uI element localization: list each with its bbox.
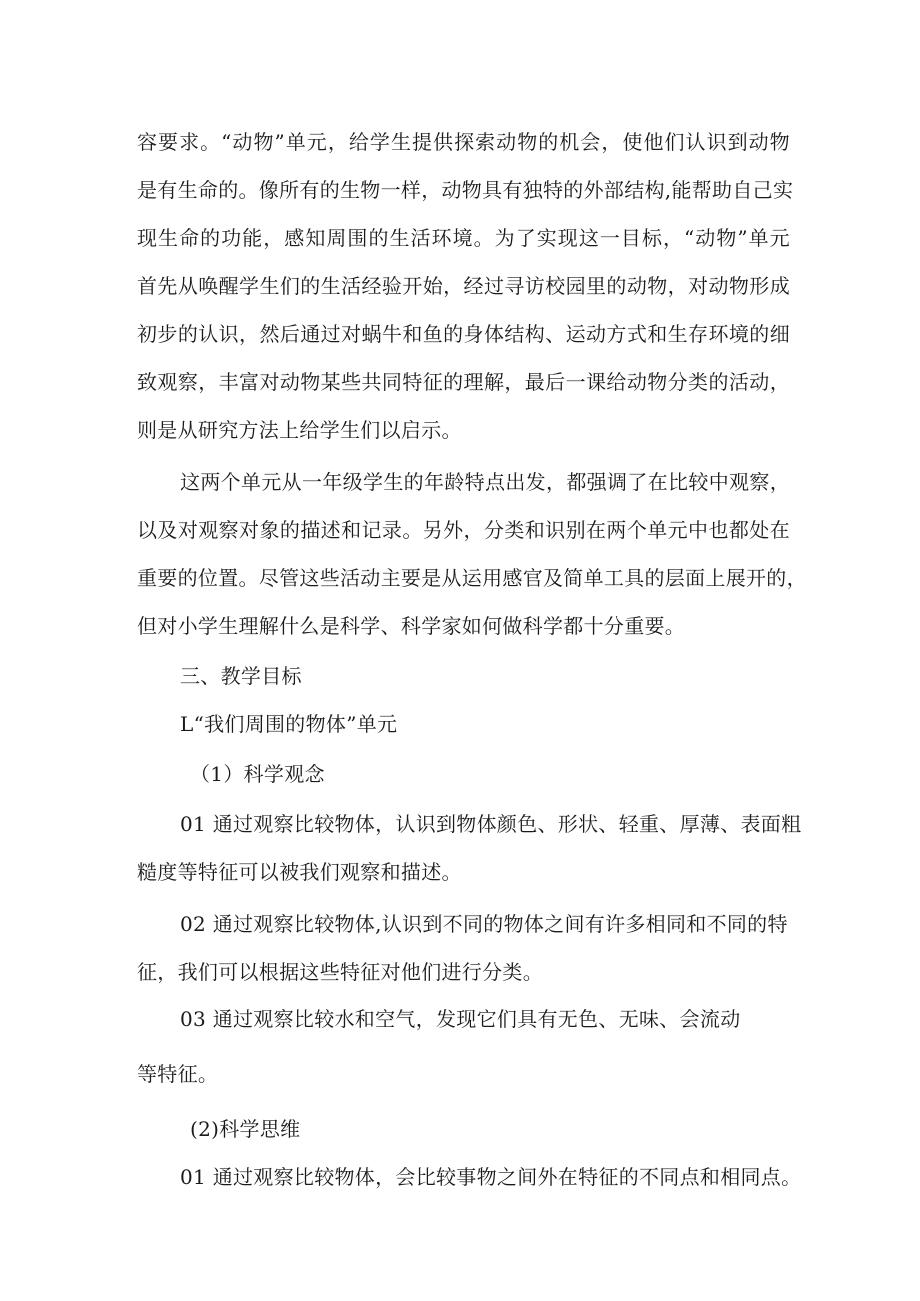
text-line: 初步的认识，然后通过对蜗牛和鱼的身体结构、运动方式和生存环境的细 — [137, 322, 790, 346]
text-line: 容要求。“动物”单元，给学生提供探索动物的机会，使他们认识到动物 — [137, 130, 790, 154]
text-line: 现生命的功能，感知周围的生活环境。为了实现这一目标，“动物”单元 — [137, 226, 790, 250]
text-line: 01 通过观察比较物体，会比较事物之间外在特征的不同点和相同点。 — [180, 1165, 802, 1189]
text-line: 01 通过观察比较物体，认识到物体颜色、形状、轻重、厚薄、表面粗 — [180, 812, 802, 836]
text-line: 02 通过观察比较物体,认识到不同的物体之间有许多相同和不同的特 — [180, 912, 788, 936]
text-line: 等特征。 — [137, 1062, 219, 1086]
text-line: 是有生命的。像所有的生物一样，动物具有独特的外部结构,能帮助自己实 — [137, 178, 794, 202]
text-line: 这两个单元从一年级学生的年龄特点出发，都强调了在比较中观察， — [180, 470, 790, 494]
text-line: 致观察，丰富对动物某些共同特征的理解，最后一课给动物分类的活动， — [137, 370, 790, 394]
sub-heading-science-thinking: (2)科学思维 — [190, 1117, 301, 1141]
text-line: 重要的位置。尽管这些活动主要是从运用感官及简单工具的层面上展开的， — [137, 566, 807, 590]
text-line: 首先从唤醒学生们的生活经验开始，经过寻访校园里的动物，对动物形成 — [137, 274, 790, 298]
sub-heading-science-concepts: （1）科学观念 — [190, 762, 325, 786]
unit-heading: L“我们周围的物体”单元 — [180, 712, 398, 736]
text-line: 以及对观察对象的描述和记录。另外，分类和识别在两个单元中也都处在 — [137, 518, 790, 542]
text-line: 03 通过观察比较水和空气，发现它们具有无色、无味、会流动 — [180, 1007, 741, 1031]
text-line: 糙度等特征可以被我们观察和描述。 — [137, 860, 462, 884]
text-line: 则是从研究方法上给学生们以启示。 — [137, 418, 462, 442]
text-line: 征，我们可以根据这些特征对他们进行分类。 — [137, 960, 543, 984]
text-line: 但对小学生理解什么是科学、科学家如何做科学都十分重要。 — [137, 614, 686, 638]
section-heading: 三、教学目标 — [180, 664, 302, 688]
